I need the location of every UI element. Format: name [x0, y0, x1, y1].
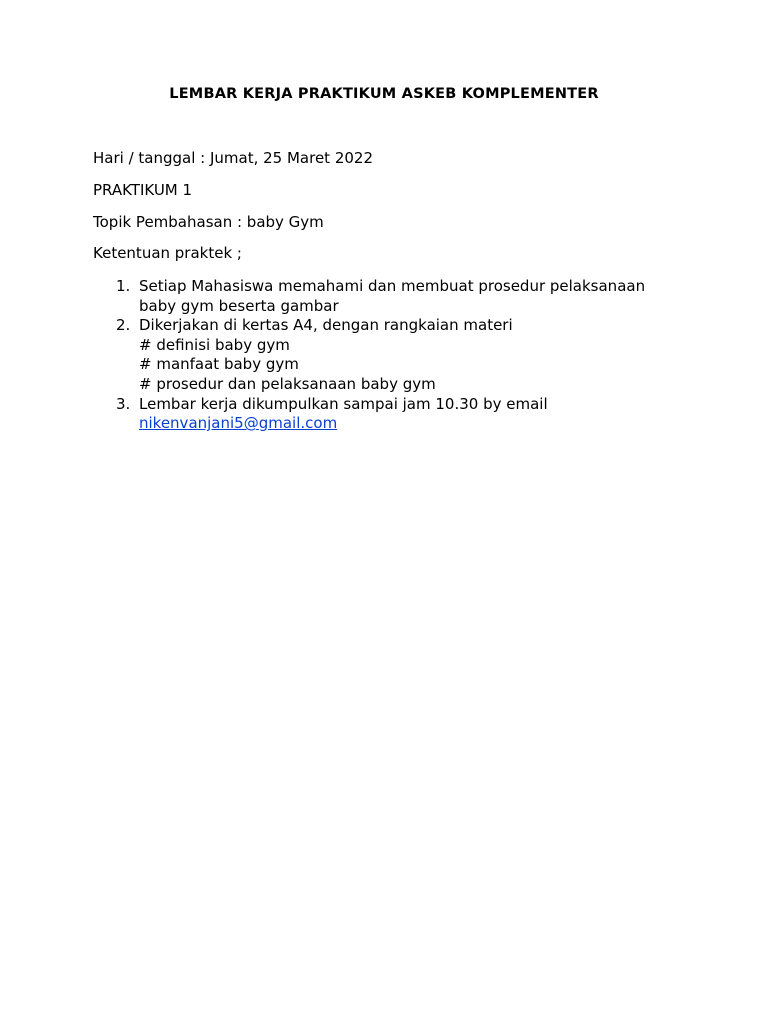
rules-heading: Ketentuan praktek ;	[93, 244, 242, 262]
rule-subitem-procedure: # prosedur dan pelaksanaan baby gym	[139, 374, 436, 393]
rule-subitem-benefit: # manfaat baby gym	[139, 355, 299, 374]
rule-item-3	[93, 395, 693, 434]
email-line	[139, 414, 693, 434]
rule-text-line: baby gym beserta gambar	[139, 296, 339, 315]
rule-text-line: Setiap Mahasiswa memahami dan membuat prosedur pelaksanaan	[139, 277, 646, 295]
rule-subitem-definition: # definisi baby gym	[139, 335, 290, 354]
rule-item-2	[93, 316, 693, 394]
email-link[interactable]: nikenvanjani5@gmail.com	[139, 414, 338, 433]
rule-text-line: Dikerjakan di kertas A4, dengan rangkaian materi	[139, 316, 513, 335]
date-line: Hari / tanggal : Jumat, 25 Maret 2022	[93, 149, 373, 167]
document-title: LEMBAR KERJA PRAKTIKUM ASKEB KOMPLEMENTER	[169, 86, 599, 102]
rule-text-line: Lembar kerja dikumpulkan sampai jam 10.30 by email	[139, 394, 548, 413]
rule-number: 2.	[116, 316, 131, 335]
rule-number: 3.	[116, 394, 131, 413]
praktikum-label: PRAKTIKUM 1	[93, 181, 193, 199]
topic-line: Topik Pembahasan : baby Gym	[93, 213, 324, 231]
rule-item-1	[93, 277, 693, 316]
rule-number: 1.	[116, 277, 131, 295]
rules-list	[93, 277, 693, 434]
